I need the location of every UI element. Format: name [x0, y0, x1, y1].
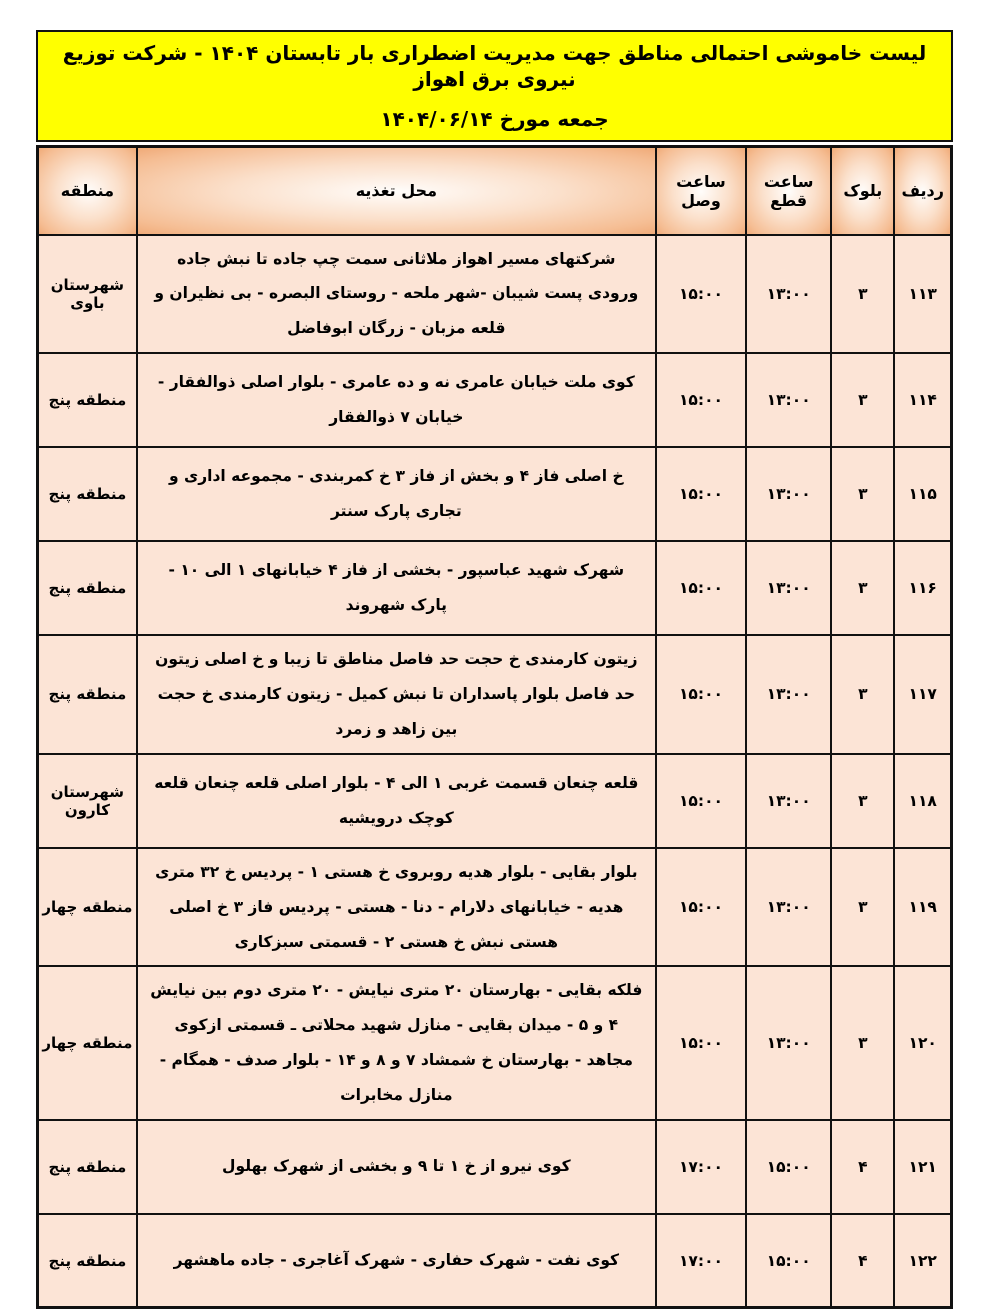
- cell-restore-time: ۱۵:۰۰: [656, 754, 746, 848]
- cell-cut-time: ۱۳:۰۰: [746, 541, 831, 635]
- cell-restore-time: ۱۵:۰۰: [656, 635, 746, 754]
- header-cut-time: ساعت قطع: [746, 147, 831, 235]
- table-row: [38, 353, 952, 447]
- cell-region: منطقه پنج: [38, 1120, 137, 1214]
- cell-row-number: ۱۱۳: [894, 235, 951, 354]
- header-location: محل تغذیه: [137, 147, 656, 235]
- cell-cut-time: ۱۵:۰۰: [746, 1214, 831, 1308]
- cell-block: ۳: [831, 966, 894, 1120]
- cell-region: منطقه پنج: [38, 541, 137, 635]
- cell-cut-time: ۱۳:۰۰: [746, 353, 831, 447]
- header-restore-time: ساعت وصل: [656, 147, 746, 235]
- cell-region: منطقه چهار: [38, 848, 137, 967]
- header-row-number: ردیف: [894, 147, 951, 235]
- table-row: [38, 754, 952, 848]
- cell-region: منطقه پنج: [38, 635, 137, 754]
- cell-block: ۴: [831, 1120, 894, 1214]
- cell-row-number: ۱۲۰: [894, 966, 951, 1120]
- outage-schedule-table: [36, 145, 953, 1309]
- table-header: [38, 147, 952, 235]
- cell-row-number: ۱۲۱: [894, 1120, 951, 1214]
- cell-row-number: ۱۱۷: [894, 635, 951, 754]
- cell-location: کوی ملت خیابان عامری نه و ده عامری - بلوار اصلی ذوالفقار - خیابان ۷ ذوالفقار: [137, 353, 656, 447]
- cell-location: فلکه بقایی - بهارستان ۲۰ متری نیایش - ۲۰ متری دوم بین نیایش ۴ و ۵ - میدان بقایی - منازل شهید محلاتی ـ قسمتی ازکوی مجاهد - بهارستان خ شمشاد ۷ و ۸ و ۱۴ - بلوار صدف - همگام - منازل مخابرات: [137, 966, 656, 1120]
- cell-row-number: ۱۱۹: [894, 848, 951, 967]
- cell-location: شرکتهای مسیر اهواز ملاثانی سمت چپ جاده تا نبش جاده ورودی پست شیبان -شهر ملحه - روستای البصره - بی نظیران و قلعه مزبان - زرگان ابوفاضل: [137, 235, 656, 354]
- cell-location: قلعه چنعان قسمت غربی ۱ الی ۴ - بلوار اصلی قلعه چنعان قلعه کوچک درویشیه: [137, 754, 656, 848]
- cell-region: منطقه پنج: [38, 447, 137, 541]
- document-date: جمعه مورخ ۱۴۰۴/۰۶/۱۴: [380, 107, 609, 131]
- header-row: [38, 147, 952, 235]
- cell-block: ۳: [831, 541, 894, 635]
- cell-region: منطقه پنج: [38, 353, 137, 447]
- cell-row-number: ۱۱۴: [894, 353, 951, 447]
- cell-row-number: ۱۲۲: [894, 1214, 951, 1308]
- cell-cut-time: ۱۳:۰۰: [746, 848, 831, 967]
- document-title: لیست خاموشی احتمالی مناطق جهت مدیریت اضطراری بار تابستان ۱۴۰۴ - شرکت توزیع نیروی برق اهواز: [62, 41, 927, 91]
- cell-block: ۳: [831, 635, 894, 754]
- title-banner: [36, 30, 953, 142]
- cell-cut-time: ۱۵:۰۰: [746, 1120, 831, 1214]
- header-region: منطقه: [38, 147, 137, 235]
- cell-row-number: ۱۱۸: [894, 754, 951, 848]
- cell-location: کوی نیرو از خ ۱ تا ۹ و بخشی از شهرک بهلول: [137, 1120, 656, 1214]
- cell-block: ۴: [831, 1214, 894, 1308]
- cell-location: بلوار بقایی - بلوار هدیه روبروی خ هستی ۱ - پردیس خ ۳۲ متری هدیه - خیابانهای دلارام - دنا - هستی - پردیس فاز ۳ خ اصلی هستی نبش خ هستی ۲ - قسمتی سبزکاری: [137, 848, 656, 967]
- cell-row-number: ۱۱۵: [894, 447, 951, 541]
- table-row: [38, 541, 952, 635]
- cell-region: شهرستان کارون: [38, 754, 137, 848]
- table-row: [38, 447, 952, 541]
- cell-restore-time: ۱۵:۰۰: [656, 447, 746, 541]
- cell-location: زیتون کارمندی خ حجت حد فاصل مناطق تا زیبا و خ اصلی زیتون حد فاصل بلوار پاسداران تا نبش کمیل - زیتون کارمندی خ حجت بین زاهد و زمرد: [137, 635, 656, 754]
- table-row: [38, 848, 952, 967]
- cell-block: ۳: [831, 235, 894, 354]
- cell-restore-time: ۱۵:۰۰: [656, 235, 746, 354]
- cell-location: کوی نفت - شهرک حفاری - شهرک آغاجری - جاده ماهشهر: [137, 1214, 656, 1308]
- cell-cut-time: ۱۳:۰۰: [746, 447, 831, 541]
- cell-cut-time: ۱۳:۰۰: [746, 754, 831, 848]
- cell-location: خ اصلی فاز ۴ و بخش از فاز ۳ خ کمربندی - مجموعه اداری و تجاری پارک سنتر: [137, 447, 656, 541]
- table-row: [38, 966, 952, 1120]
- cell-restore-time: ۱۵:۰۰: [656, 966, 746, 1120]
- table-row: [38, 1214, 952, 1308]
- cell-block: ۳: [831, 754, 894, 848]
- cell-restore-time: ۱۷:۰۰: [656, 1120, 746, 1214]
- cell-region: منطقه چهار: [38, 966, 137, 1120]
- table-body: [38, 235, 952, 1308]
- cell-restore-time: ۱۵:۰۰: [656, 353, 746, 447]
- cell-region: منطقه پنج: [38, 1214, 137, 1308]
- cell-location: شهرک شهید عباسپور - بخشی از فاز ۴ خیابانهای ۱ الی ۱۰ - پارک شهروند: [137, 541, 656, 635]
- cell-cut-time: ۱۳:۰۰: [746, 635, 831, 754]
- table-row: [38, 235, 952, 354]
- cell-region: شهرستان باوی: [38, 235, 137, 354]
- cell-cut-time: ۱۳:۰۰: [746, 966, 831, 1120]
- cell-row-number: ۱۱۶: [894, 541, 951, 635]
- cell-restore-time: ۱۵:۰۰: [656, 848, 746, 967]
- cell-cut-time: ۱۳:۰۰: [746, 235, 831, 354]
- cell-restore-time: ۱۷:۰۰: [656, 1214, 746, 1308]
- cell-block: ۳: [831, 447, 894, 541]
- header-block: بلوک: [831, 147, 894, 235]
- cell-block: ۳: [831, 848, 894, 967]
- table-row: [38, 635, 952, 754]
- cell-block: ۳: [831, 353, 894, 447]
- table-row: [38, 1120, 952, 1214]
- cell-restore-time: ۱۵:۰۰: [656, 541, 746, 635]
